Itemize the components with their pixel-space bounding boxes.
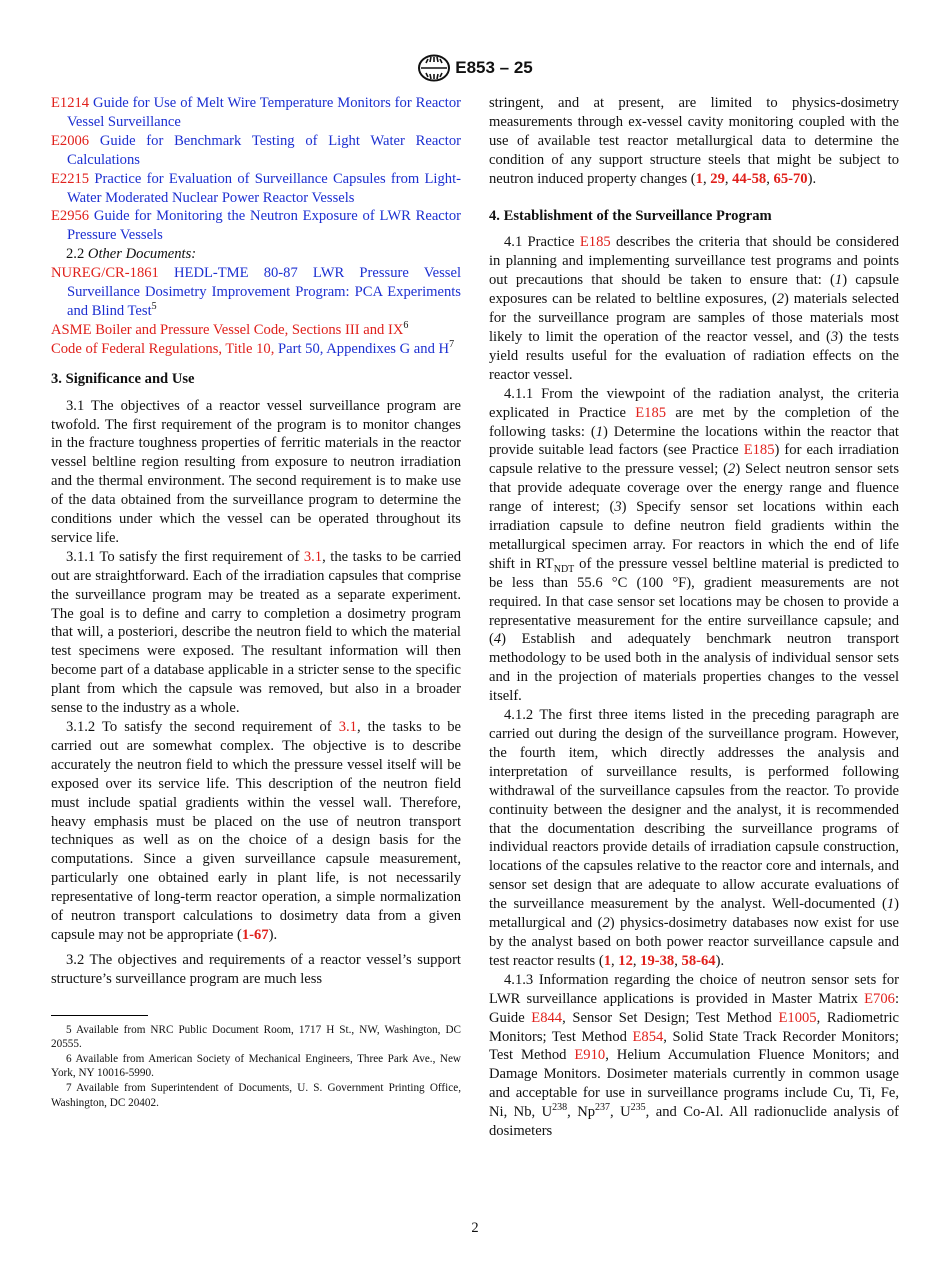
section-heading-4: 4. Establishment of the Surveillance Program: [489, 207, 772, 224]
citation-link[interactable]: 19-38: [640, 952, 675, 969]
standard-link[interactable]: E185: [743, 442, 775, 459]
standard-link[interactable]: E185: [635, 404, 667, 421]
other-documents-heading: 2.2 Other Documents:: [66, 246, 197, 263]
right-column: [489, 94, 899, 1141]
citation-link[interactable]: 1: [603, 952, 611, 969]
footnote: 7 Available from Superintendent of Documents, U. S. Government Printing Office, Washington, DC 20402.: [51, 1082, 461, 1109]
reference-title[interactable]: Guide for Benchmark Testing of Light Water Reactor Calculations: [67, 132, 461, 168]
standard-link[interactable]: E854: [632, 1028, 664, 1045]
paragraph-4-1-1: 4.1.1 From the viewpoint of the radiation analyst, the criteria explicated in Practice E185 are met by the completion of the following tasks: (1) Determine the locations within the reactor that provide suitable lead factors (see Practice E185) for each irradiation capsule relative to the pressure vessel; (2) Select neutron sensor sets that provide adequate coverage over the energy range and fluence range of interest; (3) Specify sensor set locations within each irradiation capsule to define neutron field gradients within the metallurgical specimen array. For reactors in which the end of life shift in $RT_{NDT}$ of the pressure vessel beltline material is predicted to be less than 55.6 °C (100 °F), gradient measurements are not required. In that case sensor set locations may be chosen to provide a representative measurement for the entire surveillance capsule; and (4) Establish and adequately benchmark neutron transport methodology to be used both in the analysis of individual sensor sets and in the projection of materials properties changes to the vessel itself.: [489, 385, 900, 705]
paragraph-4-1: 4.1 Practice E185 describes the criteria that should be considered in planning and implementing surveillance test programs and points out precautions that should be taken to ensure that: (1) capsule exposures can be related to beltline exposures, (2) materials selected for the surveillance program are samples of those materials most likely to limit the operation of the reactor vessel, and (3) the tests yield results useful for the evaluation of radiation effects on the reactor vessel.: [489, 234, 900, 383]
standard-link[interactable]: E706: [864, 990, 895, 1007]
paragraph-4-1-3: 4.1.3 Information regarding the choice of neutron sensor sets for LWR surveillance applications is provided in Master Matrix E706: Guide E844, Sensor Set Design; Test Method E1005, Radiometric Monitors; Test Method E854, Solid State Track Recorder Monitors; Test Method E910, Helium Accumulation Fluence Monitors; and Damage Monitors. Dosimeter materials currently in common usage and acceptable for use in surveillance programs include Cu, Ti, Fe, Ni, Nb, $U^{238}$, Np$^{237}$, $U^{235}$, and Co-Al. All radionuclide analysis of dosimeters: [489, 971, 900, 1140]
reference-title[interactable]: Guide for Monitoring the Neutron Exposure of LWR Reactor Pressure Vessels: [67, 208, 461, 244]
citation-link[interactable]: 29: [710, 170, 725, 187]
reference-code[interactable]: E2006: [51, 132, 90, 149]
footnotes: [51, 1023, 461, 1111]
citation-link[interactable]: 1-67: [241, 926, 269, 943]
paragraph-3-2: 3.2 The objectives and requirements of a reactor vessel’s support structure’s surveillance program are much less: [51, 951, 461, 987]
left-column: [51, 94, 461, 1110]
citation-link[interactable]: 1: [695, 170, 703, 187]
paragraph-3-1: 3.1 The objectives of a reactor vessel surveillance program are twofold. The first requirement of the program is to monitor changes in the fracture toughness properties of ferritic materials in the reactor vessel beltline region resulting from exposure to neutron irradiation and the thermal environment. The second requirement is to make use of the data obtained from the surveillance program to determine the conditions under which the vessel can be operated throughout its service life.: [51, 397, 461, 546]
reference-code[interactable]: Code of Federal Regulations, Title 10,: [51, 340, 275, 357]
footnote-divider: [51, 1015, 148, 1016]
astm-logo-icon: [417, 54, 451, 82]
citation-link[interactable]: 12: [618, 952, 633, 969]
reference-cfr: Code of Federal Regulations, Title 10, Part 50, Appendixes G and $H^7$: [51, 338, 455, 357]
reference-e2956: [51, 207, 461, 245]
standard-link[interactable]: E1005: [778, 1009, 817, 1026]
reference-title[interactable]: Part 50, Appendixes G and H: [278, 340, 450, 357]
reference-title[interactable]: ASME Boiler and Pressure Vessel Code, Sections III and IX: [51, 321, 404, 338]
section-heading-3: 3. Significance and Use: [51, 370, 195, 387]
section-link[interactable]: 3.1: [303, 548, 323, 565]
footnote: 6 Available from American Society of Mechanical Engineers, Three Park Ave., New York, NY 10016-5990.: [51, 1052, 461, 1080]
reference-code[interactable]: NUREG/CR-1861: [51, 265, 159, 282]
page-header: [0, 54, 950, 84]
citation-link[interactable]: 44-58: [732, 170, 767, 187]
footnote: 5 Available from NRC Public Document Room, 1717 H St., NW, Washington, DC 20555.: [51, 1023, 461, 1051]
reference-title[interactable]: Practice for Evaluation of Surveillance Capsules from Light-Water Moderated Nuclear Power Reactor Vessels: [67, 170, 461, 206]
reference-title[interactable]: Guide for Use of Melt Wire Temperature Monitors for Reactor Vessel Surveillance: [67, 95, 461, 130]
reference-code[interactable]: E2956: [51, 208, 90, 225]
paragraph-3-1-2: 3.1.2 To satisfy the second requirement of 3.1, the tasks to be carried out are somewhat complex. The objective is to describe accurately the neutron field to which the pressure vessel itself will be exposed over its service life. This description of the neutron field must include spatial gradients within the vessel wall. Therefore, heavy emphasis must be placed on the use of neutron transport techniques as well as on the choice of a design basis for the computations. Since a given surveillance capsule measurement, particularly one obtained early in plant life, is not necessarily representative of long-term reactor operation, a simple normalization of neutron transport calculations to dosimetry data from a given capsule may not be appropriate (1-67).: [51, 719, 462, 943]
standard-link[interactable]: E185: [579, 234, 611, 251]
reference-code[interactable]: E1214: [51, 95, 90, 111]
paragraph-3-2-continued: stringent, and at present, are limited to physics-dosimetry measurements through ex-vessel cavity monitoring coupled with the use of available test reactor metallurgical data to determine the condition of any support structure steels that might be subject to neutron induced property changes (1, 29, 44-58, 65-70).: [489, 95, 899, 187]
paragraph-3-1-1: 3.1.1 To satisfy the first requirement of 3.1, the tasks to be carried out are straightforward. Each of the irradiation capsules that comprise the surveillance program may be treated as a separate experiment. The goal is to define and carry to completion a dosimetry program that will, a posteriori, describe the neutron field to which the material test specimens were exposed. The resultant information will then become part of a database applicable in a stricter sense to the specific plant from which the capsule was removed, but also in a broader sense to the industry as a whole.: [51, 548, 461, 717]
citation-link[interactable]: 58-64: [681, 952, 716, 969]
reference-e1214: [51, 94, 461, 132]
section-link[interactable]: 3.1: [338, 719, 357, 735]
reference-code[interactable]: E2215: [51, 170, 90, 187]
page-number: 2: [471, 1220, 479, 1236]
citation-link[interactable]: 65-70: [773, 170, 808, 187]
reference-title[interactable]: HEDL-TME 80-87 LWR Pressure Vessel Surveillance Dosimetry Improvement Program: PCA Experiments and Blind Test: [67, 265, 461, 319]
reference-e2006: [51, 132, 461, 170]
paragraph-4-1-2: 4.1.2 The first three items listed in the preceding paragraph are carried out during the design of the surveillance program. However, the fourth item, which directly addresses the analysis and interpretation of surveillance results, is performed following withdrawal of the surveillance capsules from the reactor. To provide continuity between the designer and the analyst, it is recommended that the documentation describing the surveillance programs of individual reactors provide details of irradiation capsule construction, locations of the capsules relative to the reactor core and internals, and sensor set design that are adequate to allow accurate evaluations of the surveillance measurement by the analyst. Well-documented (1) metallurgical and (2) physics-dosimetry databases now exist for use by the analyst based on both power reactor surveillance capsule and test reactor results (1, 12, 19-38, 58-64).: [489, 707, 900, 969]
standard-link[interactable]: E844: [531, 1009, 563, 1026]
standard-link[interactable]: E910: [574, 1047, 606, 1064]
reference-nureg: NUREG/CR-1861 HEDL-TME 80-87 LWR Pressure Vessel Surveillance Dosimetry Improvement Program: PCA Experiments and Blind Test$^5$: [51, 265, 461, 319]
reference-asme: ASME Boiler and Pressure Vessel Code, Sections III and $IX^6$: [51, 320, 409, 338]
reference-e2215: [51, 170, 461, 208]
document-designation: E853 – 25: [455, 58, 533, 77]
